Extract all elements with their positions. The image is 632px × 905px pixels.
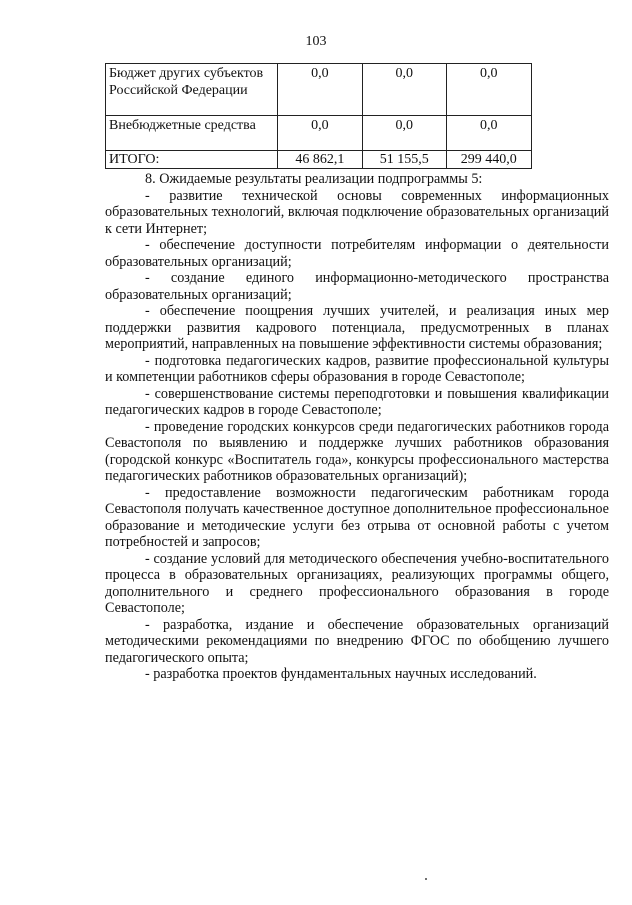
row-value-1: 0,0 (277, 64, 362, 116)
table-row (106, 116, 532, 151)
list-item: - подготовка педагогических кадров, развитие профессиональной культуры и компетенции работников сферы образования в городе Севастополе; (105, 352, 609, 385)
list-item: - проведение городских конкурсов среди педагогических работников города Севастополя по выявлению и поддержке лучших работников образования (городской конкурс «Воспитатель года», конкурсы профессионального мастерства педагогических работников образовательных организаций); (105, 418, 609, 484)
list-item: - создание единого информационно-методического пространства образовательных организаций; (105, 270, 609, 303)
budget-table (105, 63, 532, 169)
section-heading: 8. Ожидаемые результаты реализации подпрограммы 5: (145, 171, 483, 187)
row-value-3: 0,0 (446, 116, 531, 151)
row-value-2: 51 155,5 (363, 151, 447, 169)
row-label: ИТОГО: (106, 151, 278, 169)
table-row (106, 64, 532, 116)
table-row-total (106, 151, 532, 169)
row-label: Внебюджетные средства (106, 116, 278, 151)
list-item: - предоставление возможности педагогическим работникам города Севастополя получать качественное доступное дополнительное профессиональное образование и методические услуги без отрыва от основной работы с учетом потребностей и запросов; (105, 484, 609, 550)
list-item: - совершенствование системы переподготовки и повышения квалификации педагогических кадров в городе Севастополе; (105, 385, 609, 418)
list-item: - разработка, издание и обеспечение образовательных организаций методическими рекомендациями по внедрению ФГОС по обобщению лучшего педагогического опыта; (105, 616, 609, 666)
page-number: 103 (305, 34, 327, 49)
list-item: - разработка проектов фундаментальных научных исследований. (145, 666, 537, 682)
expected-results-section (105, 171, 609, 683)
row-value-2: 0,0 (363, 116, 447, 151)
row-value-3: 0,0 (446, 64, 531, 116)
row-value-1: 0,0 (277, 116, 362, 151)
list-item: - обеспечение поощрения лучших учителей, и реализация иных мер поддержки развития кадрового потенциала, предусмотренных в планах мероприятий, направленных на повышение эффективности системы образования; (105, 303, 609, 352)
list-item: - обеспечение доступности потребителям информации о деятельности образовательных организаций; (105, 237, 609, 270)
row-value-2: 0,0 (363, 64, 447, 116)
row-value-1: 46 862,1 (277, 151, 362, 169)
list-item: - создание условий для методического обеспечения учебно-воспитательного процесса в образовательных организациях, реализующих программы общего, дополнительного и среднего профессионального образования в городе Севастополе; (105, 550, 609, 616)
row-label: Бюджет других субъектов Российской Федерации (106, 64, 278, 116)
scan-dot-mark (425, 878, 427, 880)
list-item: - развитие технической основы современных информационных образовательных технологий, включая подключение образовательных организаций к сети Интернет; (105, 187, 609, 237)
row-value-3: 299 440,0 (446, 151, 531, 169)
